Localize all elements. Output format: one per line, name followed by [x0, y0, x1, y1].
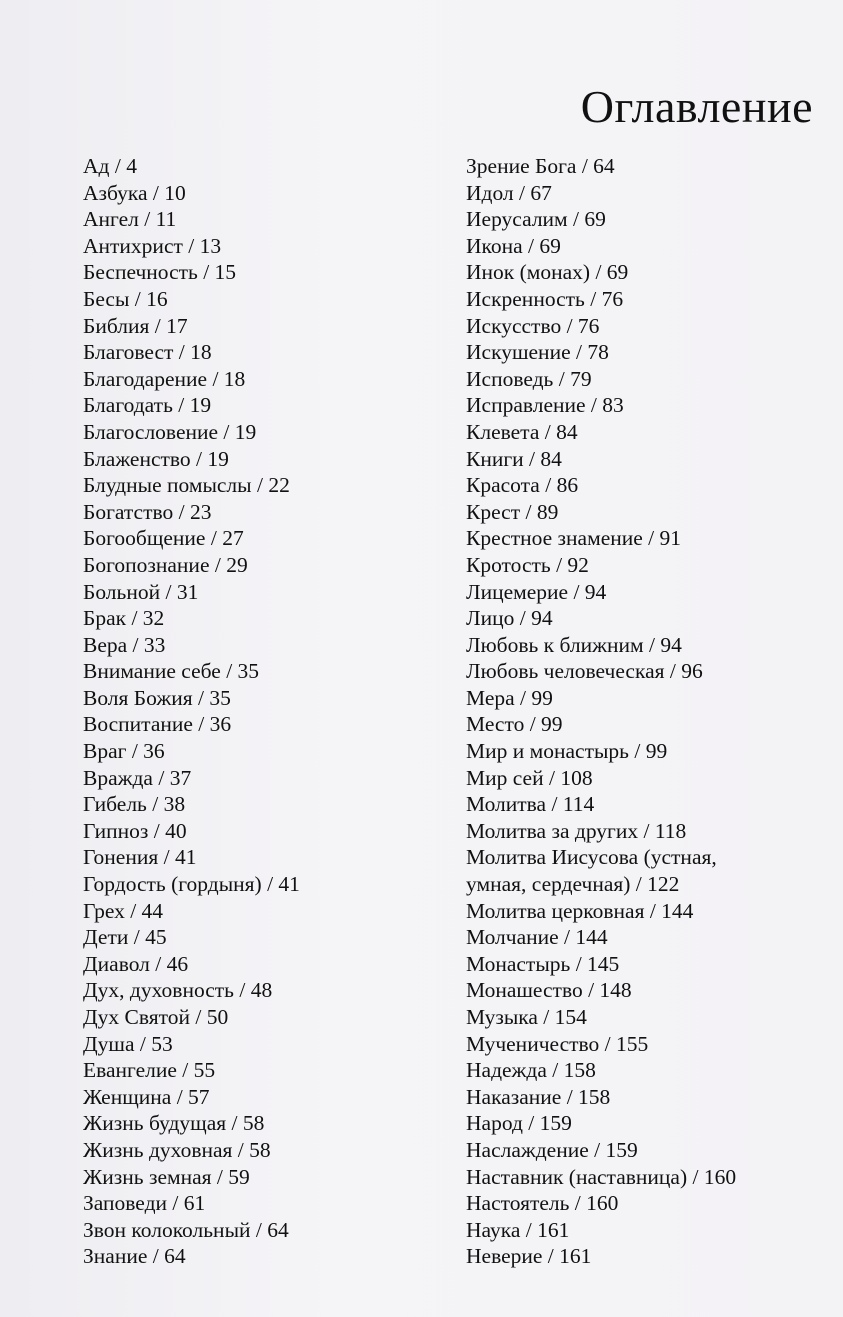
toc-entry: Евангелие / 55 [83, 1058, 216, 1083]
toc-entry: Мир сей / 108 [466, 765, 593, 790]
toc-entry: Благодать / 19 [83, 393, 212, 418]
toc-entry: Наслаждение / 159 [466, 1137, 638, 1162]
toc-entry: Бесы / 16 [83, 286, 168, 311]
toc-entry: Жизнь духовная / 58 [83, 1137, 271, 1162]
toc-entry: Вера / 33 [83, 632, 166, 657]
toc-entry: Антихрист / 13 [83, 233, 222, 258]
toc-entry: Монастырь / 145 [466, 951, 620, 976]
toc-left-column [83, 153, 453, 1270]
toc-entry: Воспитание / 36 [83, 712, 232, 737]
toc-entry: Красота / 86 [466, 473, 579, 498]
toc-entry: Гордость (гордыня) / 41 [83, 872, 300, 897]
toc-entry: Заповеди / 61 [83, 1191, 206, 1216]
toc-entry: Душа / 53 [83, 1031, 173, 1056]
toc-entry: Искушение / 78 [466, 340, 609, 365]
toc-entry: Идол / 67 [466, 180, 552, 205]
toc-entry: Дети / 45 [83, 925, 167, 950]
toc-entry: Дух Святой / 50 [83, 1005, 229, 1029]
toc-entry: Клевета / 84 [466, 419, 578, 444]
toc-entry: Ад / 4 [83, 154, 137, 178]
toc-entry: Азбука / 10 [83, 180, 186, 205]
toc-entry: Гипноз / 40 [83, 818, 187, 843]
toc-entry: Любовь человеческая / 96 [466, 659, 703, 684]
toc-entry: Монашество / 148 [466, 978, 632, 1003]
toc-entry: Лицо / 94 [466, 606, 553, 631]
toc-entry: Молитва / 114 [466, 792, 595, 817]
toc-entry: Иерусалим / 69 [466, 207, 606, 232]
toc-entry: Враг / 36 [83, 739, 165, 764]
toc-entry: Молитва за других / 118 [466, 818, 687, 843]
toc-entry: Книги / 84 [466, 446, 562, 471]
toc-entry: Благословение / 19 [83, 419, 257, 444]
toc-entry: Библия / 17 [83, 313, 188, 338]
toc-entry: Жизнь будущая / 58 [83, 1111, 265, 1136]
toc-entry: Воля Божия / 35 [83, 685, 231, 710]
toc-entry: Мученичество / 155 [466, 1031, 649, 1056]
toc-entry: Брак / 32 [83, 606, 165, 631]
toc-entry: Женщина / 57 [83, 1084, 210, 1109]
toc-entry: Искренность / 76 [466, 286, 624, 311]
toc-entry: Настоятель / 160 [466, 1191, 619, 1216]
toc-entry: Вражда / 37 [83, 765, 192, 790]
toc-entry: Лицемерие / 94 [466, 579, 607, 604]
toc-entry: Инок (монах) / 69 [466, 260, 629, 285]
toc-entry: Любовь к ближним / 94 [466, 632, 682, 657]
toc-entry: Икона / 69 [466, 233, 561, 258]
toc-entry: Наказание / 158 [466, 1084, 611, 1109]
toc-entry: Дух, духовность / 48 [83, 978, 273, 1003]
toc-entry: Музыка / 154 [466, 1005, 587, 1029]
toc-entry: Молчание / 144 [466, 925, 608, 950]
toc-entry: Звон колокольный / 64 [83, 1217, 289, 1242]
page-title: Оглавление [580, 81, 813, 132]
toc-entry: Молитва церковная / 144 [466, 898, 694, 923]
toc-entry: Беспечность / 15 [83, 260, 237, 285]
toc-entry: Грех / 44 [83, 898, 164, 923]
toc-entry: Мир и монастырь / 99 [466, 739, 668, 764]
toc-entry: Крест / 89 [466, 499, 559, 524]
toc-entry: Кротость / 92 [466, 552, 589, 577]
toc-entry: Место / 99 [466, 712, 563, 737]
toc-entry: Знание / 64 [83, 1244, 186, 1269]
toc-entry: Исповедь / 79 [466, 366, 592, 391]
toc-entry: Искусство / 76 [466, 313, 600, 338]
toc-entry: Зрение Бога / 64 [466, 154, 615, 178]
toc-entry: Исправление / 83 [466, 393, 624, 418]
toc-entry: Надежда / 158 [466, 1058, 596, 1083]
toc-entry: Богообщение / 27 [83, 526, 244, 551]
toc-entry: Блаженство / 19 [83, 446, 229, 471]
toc-right-column [466, 153, 816, 1270]
toc-entry: Диавол / 46 [83, 951, 189, 976]
toc-entry: Гонения / 41 [83, 845, 197, 870]
toc-entry: Гибель / 38 [83, 792, 186, 817]
toc-entry: Благовест / 18 [83, 340, 212, 365]
toc-entry: Внимание себе / 35 [83, 659, 260, 684]
toc-entry: Крестное знамение / 91 [466, 526, 682, 551]
toc-entry: Наставник (наставница) / 160 [466, 1164, 737, 1189]
toc-entry: Богатство / 23 [83, 499, 212, 524]
toc-entry: умная, сердечная) / 122 [466, 872, 680, 897]
toc-entry: Благодарение / 18 [83, 366, 246, 391]
toc-entry: Народ / 159 [466, 1111, 572, 1136]
toc-entry: Неверие / 161 [466, 1244, 592, 1269]
toc-entry: Жизнь земная / 59 [83, 1164, 250, 1189]
toc-entry: Наука / 161 [466, 1217, 570, 1242]
toc-entry: Больной / 31 [83, 579, 199, 604]
toc-entry: Мера / 99 [466, 685, 553, 710]
toc-entry: Блудные помыслы / 22 [83, 473, 290, 498]
toc-entry: Молитва Иисусова (устная, [466, 845, 717, 870]
toc-entry: Ангел / 11 [83, 207, 177, 232]
toc-entry: Богопознание / 29 [83, 552, 248, 577]
